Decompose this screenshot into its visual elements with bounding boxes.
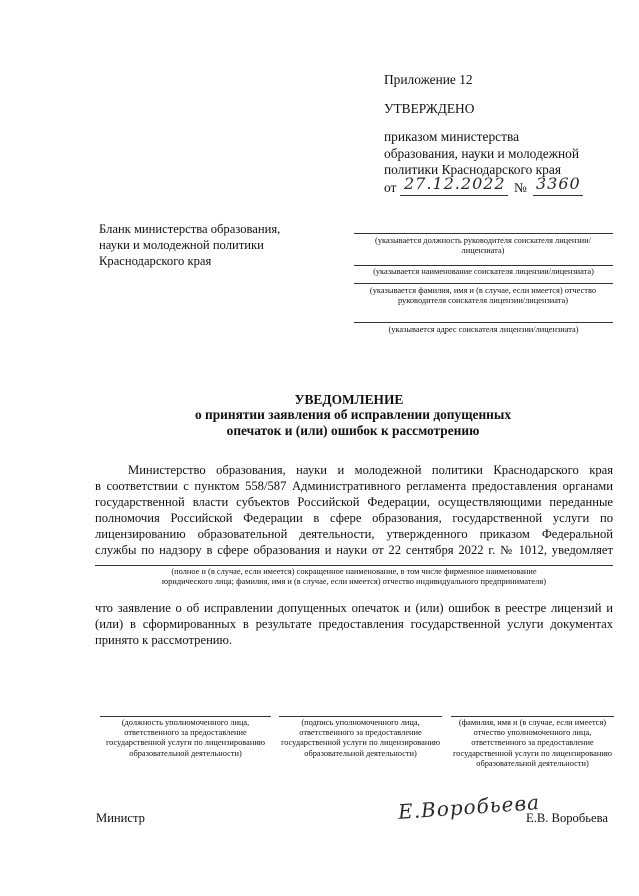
after-line-3: принято к рассмотрению.: [95, 633, 233, 647]
organization-line: [95, 565, 613, 566]
notice-title: УВЕДОМЛЕНИЕ: [294, 392, 404, 407]
minister-signature: Е.Воробьева: [397, 790, 541, 824]
recipient-position-line: [354, 233, 613, 234]
recipient-name-line: [354, 265, 613, 266]
order-date-handwritten: 27.12.2022: [404, 174, 506, 193]
approved-label: УТВЕРЖДЕНО: [384, 101, 475, 116]
after-line-2: (или) в сформированных в результате предоставления государственной услуги документах: [95, 617, 613, 631]
order-from-label: от: [384, 180, 397, 195]
recipient-head-caption: (указывается фамилия, имя и (в случае, если имеется) отчество руководителя соискателя лицензии/лицензиата): [369, 286, 597, 306]
signature-line: [279, 716, 442, 717]
order-date-line: [400, 195, 508, 196]
recipient-address-line: [354, 322, 613, 323]
order-line-1: приказом министерства: [384, 129, 520, 144]
after-line-1: что заявление о об исправлении допущенных опечаток и (или) ошибок в реестре лицензий и: [95, 601, 613, 615]
body-line-2: в соответствии с пунктом 558/587 Административного регламента предоставления органами: [95, 479, 613, 493]
order-number-line: [533, 195, 583, 196]
minister-label: Министр: [96, 811, 145, 825]
appendix-label: Приложение 12: [384, 72, 473, 87]
organization-caption-1: (полное и (в случае, если имеется) сокращенное наименование, в том числе фирменное наименование: [171, 567, 537, 576]
body-line-4: полномочия Российской Федерации в сфере образования, государственной услуги по: [95, 511, 613, 525]
position-caption: (должность уполномоченного лица, ответственного за предоставление государственной услуги по лицензированию образовательной деятельности): [105, 718, 266, 758]
order-number-label: №: [514, 180, 527, 195]
position-signature-line: [100, 716, 271, 717]
notice-subtitle-1: о принятии заявления об исправлении допущенных: [194, 407, 512, 422]
recipient-position-caption: (указывается должность руководителя соискателя лицензии/лицензиата): [375, 236, 591, 256]
recipient-name-caption: (указывается наименование соискателя лицензии/лицензиата): [373, 267, 594, 276]
signature-caption: (подпись уполномоченного лица, ответственного за предоставление государственной услуги по лицензированию образовательной деятельности): [280, 718, 441, 758]
notice-subtitle-2: опечаток и (или) ошибок к рассмотрению: [226, 423, 480, 438]
name-caption: (фамилия, имя и (в случае, если имеется) отчество уполномоченного лица, ответственного за предоставление государственной услуги по лицензированию образовательной деятельности): [452, 718, 613, 768]
body-line-3: государственной власти субъектов Российской Федерации, осуществляющими переданные: [95, 495, 613, 509]
order-line-2: образования, науки и молодежной: [384, 146, 580, 161]
order-line-3: политики Краснодарского края: [384, 162, 561, 177]
minister-name: Е.В. Воробьева: [526, 811, 608, 825]
recipient-head-line: [354, 283, 613, 284]
body-line-1: Министерство образования, науки и молодежной политики Краснодарского края: [128, 463, 613, 477]
blank-line-2: науки и молодежной политики: [99, 238, 264, 252]
name-signature-line: [451, 716, 614, 717]
blank-line-3: Краснодарского края: [99, 254, 212, 268]
body-line-5: лицензированию образовательной деятельности, утвержденного приказом Федеральной: [95, 527, 613, 541]
blank-line-1: Бланк министерства образования,: [99, 222, 281, 236]
body-line-6: службы по надзору в сфере образования и науки от 22 сентября 2022 г. № 1012, уведомляет: [95, 543, 613, 557]
order-number-handwritten: 3360: [536, 174, 581, 193]
recipient-address-caption: (указывается адрес соискателя лицензии/лицензиата): [388, 325, 579, 334]
organization-caption-2: юридического лица; фамилия, имя и (в случае, если имеется) отчество индивидуального предпринимателя): [161, 577, 547, 586]
